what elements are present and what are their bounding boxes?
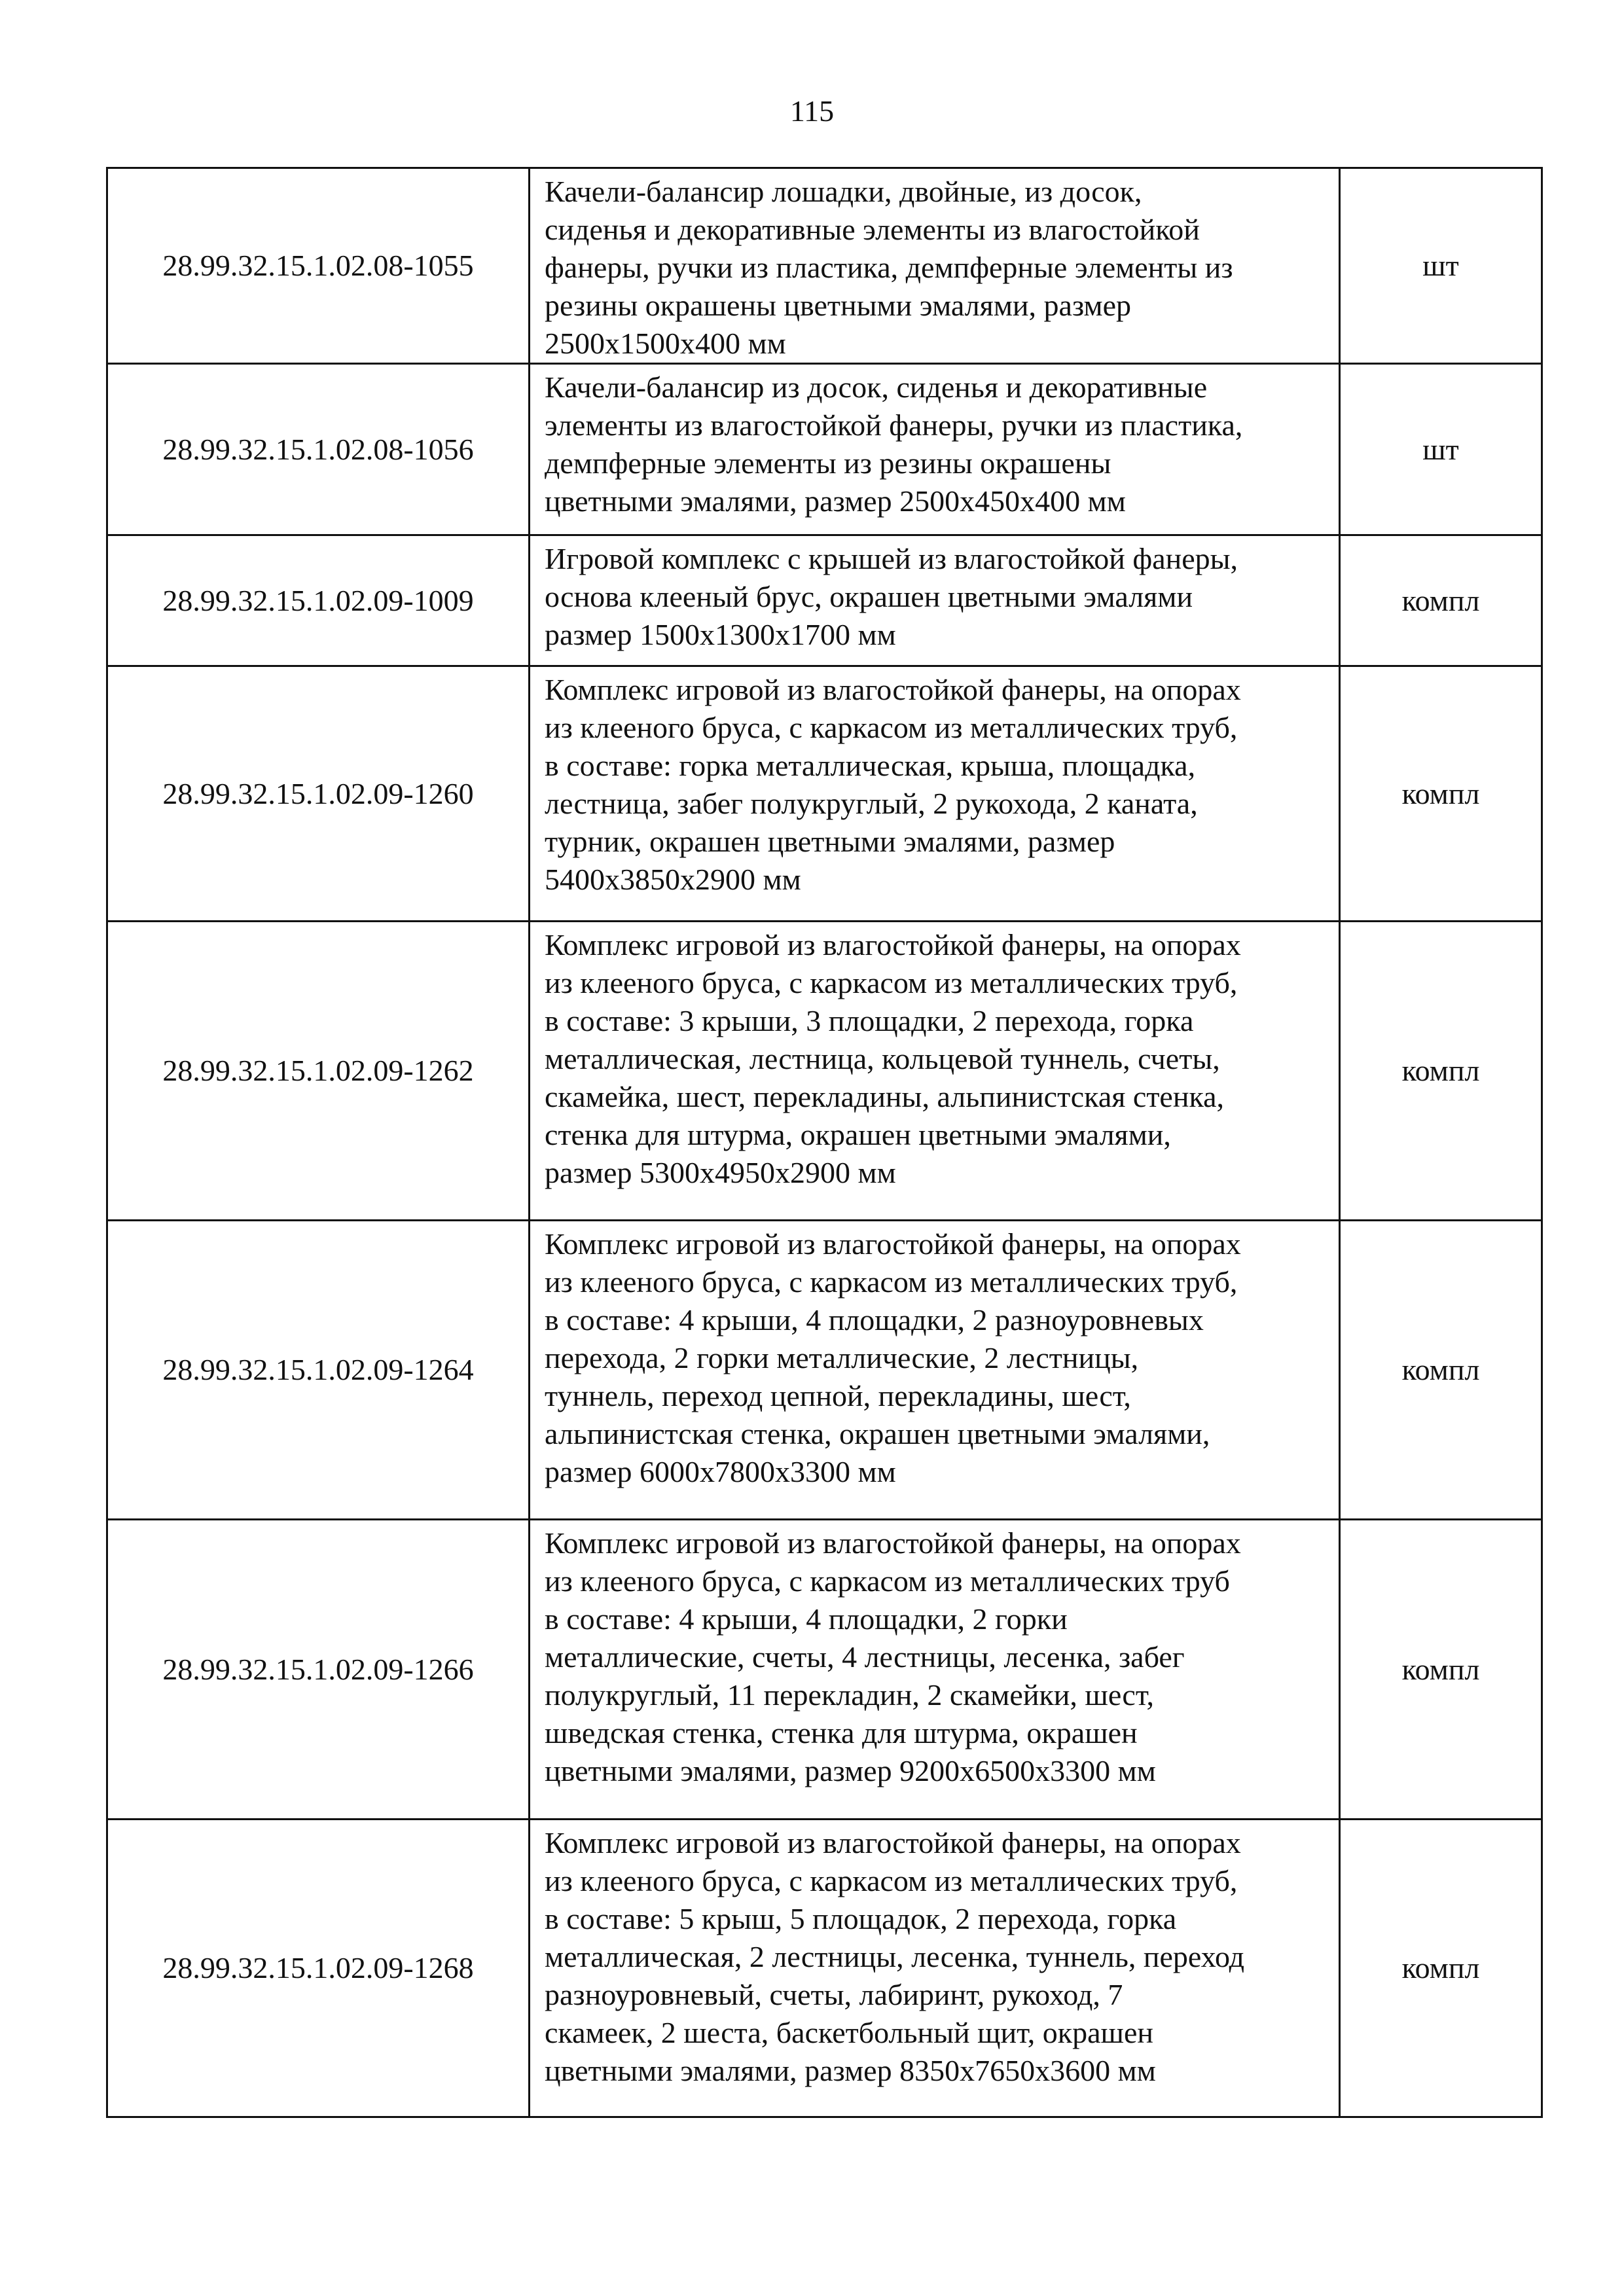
resource-description-cell: [530, 1221, 1340, 1520]
description-line: Комплекс игровой из влагостойкой фанеры, на опорах: [545, 1826, 1241, 1859]
description-line: Комплекс игровой из влагостойкой фанеры, на опорах: [545, 673, 1241, 706]
resource-table: [106, 167, 1543, 2118]
description-line: из клееного бруса, с каркасом из металлических труб,: [545, 1265, 1238, 1299]
table-row: [107, 922, 1542, 1221]
description-line: Качели-балансир из досок, сиденья и декоративные: [545, 370, 1208, 404]
resource-code-cell: 28.99.32.15.1.02.09-1009: [107, 535, 530, 666]
resource-code-cell: 28.99.32.15.1.02.09-1262: [107, 922, 530, 1221]
unit-cell: компл: [1340, 922, 1542, 1221]
table-row: [107, 168, 1542, 364]
description-line: фанеры, ручки из пластика, демпферные элементы из: [545, 251, 1233, 284]
description-line: размер 5300х4950х2900 мм: [545, 1156, 896, 1189]
description-line: в составе: горка металлическая, крыша, площадка,: [545, 749, 1196, 782]
description-line: металлические, счеты, 4 лестницы, лесенка, забег: [545, 1640, 1185, 1674]
description-line: скамеек, 2 шеста, баскетбольный щит, окрашен: [545, 2016, 1153, 2049]
description-line: Качели-балансир лошадки, двойные, из досок,: [545, 175, 1142, 208]
unit-cell: компл: [1340, 666, 1542, 922]
resource-code-cell: 28.99.32.15.1.02.08-1055: [107, 168, 530, 364]
description-line: в составе: 5 крыш, 5 площадок, 2 перехода, горка: [545, 1902, 1177, 1935]
description-line: скамейка, шест, перекладины, альпинистская стенка,: [545, 1080, 1225, 1113]
resource-description-cell: [530, 666, 1340, 922]
table-row: [107, 1221, 1542, 1520]
description-line: цветными эмалями, размер 8350х7650х3600 мм: [545, 2054, 1156, 2087]
description-line: Игровой комплекс с крышей из влагостойкой фанеры,: [545, 542, 1238, 575]
description-line: цветными эмалями, размер 9200х6500х3300 мм: [545, 1754, 1156, 1787]
description-line: основа клееный брус, окрашен цветными эмалями: [545, 580, 1193, 613]
table-row: [107, 666, 1542, 922]
resource-code-cell: 28.99.32.15.1.02.09-1268: [107, 1820, 530, 2117]
resource-description-cell: [530, 168, 1340, 364]
description-line: стенка для штурма, окрашен цветными эмалями,: [545, 1118, 1171, 1151]
description-line: Комплекс игровой из влагостойкой фанеры, на опорах: [545, 1227, 1241, 1261]
description-line: Комплекс игровой из влагостойкой фанеры, на опорах: [545, 1526, 1241, 1560]
description-line: из клееного бруса, с каркасом из металлических труб,: [545, 711, 1238, 744]
resource-description-cell: [530, 535, 1340, 666]
unit-cell: шт: [1340, 168, 1542, 364]
resource-description-cell: [530, 1520, 1340, 1820]
description-line: в составе: 4 крыши, 4 площадки, 2 горки: [545, 1602, 1068, 1636]
description-line: разноуровневый, счеты, лабиринт, рукоход, 7: [545, 1978, 1123, 2011]
description-line: цветными эмалями, размер 2500х450х400 мм: [545, 484, 1126, 518]
resource-description-cell: [530, 1820, 1340, 2117]
unit-cell: компл: [1340, 1221, 1542, 1520]
description-line: шведская стенка, стенка для штурма, окрашен: [545, 1716, 1138, 1749]
description-line: размер 6000х7800х3300 мм: [545, 1455, 896, 1488]
description-line: из клееного бруса, с каркасом из металлических труб: [545, 1564, 1230, 1598]
description-line: размер 1500х1300х1700 мм: [545, 618, 896, 651]
unit-cell: компл: [1340, 535, 1542, 666]
description-line: резины окрашены цветными эмалями, размер: [545, 289, 1132, 322]
description-line: в составе: 3 крыши, 3 площадки, 2 перехода, горка: [545, 1004, 1194, 1037]
resource-code-cell: 28.99.32.15.1.02.09-1260: [107, 666, 530, 922]
table-row: [107, 535, 1542, 666]
description-line: 2500х1500х400 мм: [545, 327, 786, 360]
description-line: турник, окрашен цветными эмалями, размер: [545, 825, 1115, 858]
description-line: металлическая, лестница, кольцевой туннель, счеты,: [545, 1042, 1220, 1075]
resource-code-cell: 28.99.32.15.1.02.09-1266: [107, 1520, 530, 1820]
unit-cell: шт: [1340, 364, 1542, 535]
description-line: из клееного бруса, с каркасом из металлических труб,: [545, 966, 1238, 999]
description-line: туннель, переход цепной, перекладины, шест,: [545, 1379, 1131, 1412]
description-line: элементы из влагостойкой фанеры, ручки из пластика,: [545, 408, 1243, 442]
description-line: сиденья и декоративные элементы из влагостойкой: [545, 213, 1200, 246]
description-line: 5400х3850х2900 мм: [545, 863, 801, 896]
resource-code-cell: 28.99.32.15.1.02.08-1056: [107, 364, 530, 535]
description-line: из клееного бруса, с каркасом из металлических труб,: [545, 1864, 1238, 1897]
description-line: перехода, 2 горки металлические, 2 лестницы,: [545, 1341, 1139, 1374]
table-row: [107, 1520, 1542, 1820]
page-number: 115: [789, 94, 835, 128]
resource-description-cell: [530, 922, 1340, 1221]
description-line: в составе: 4 крыши, 4 площадки, 2 разноуровневых: [545, 1303, 1204, 1336]
description-line: Комплекс игровой из влагостойкой фанеры, на опорах: [545, 928, 1241, 961]
description-line: лестница, забег полукруглый, 2 рукохода, 2 каната,: [545, 787, 1198, 820]
unit-cell: компл: [1340, 1520, 1542, 1820]
table-row: [107, 1820, 1542, 2117]
unit-cell: компл: [1340, 1820, 1542, 2117]
description-line: металлическая, 2 лестницы, лесенка, туннель, переход: [545, 1940, 1245, 1973]
resource-description-cell: [530, 364, 1340, 535]
description-line: альпинистская стенка, окрашен цветными эмалями,: [545, 1417, 1210, 1450]
table-row: [107, 364, 1542, 535]
description-line: полукруглый, 11 перекладин, 2 скамейки, шест,: [545, 1678, 1154, 1712]
resource-code-cell: 28.99.32.15.1.02.09-1264: [107, 1221, 530, 1520]
description-line: демпферные элементы из резины окрашены: [545, 446, 1111, 480]
